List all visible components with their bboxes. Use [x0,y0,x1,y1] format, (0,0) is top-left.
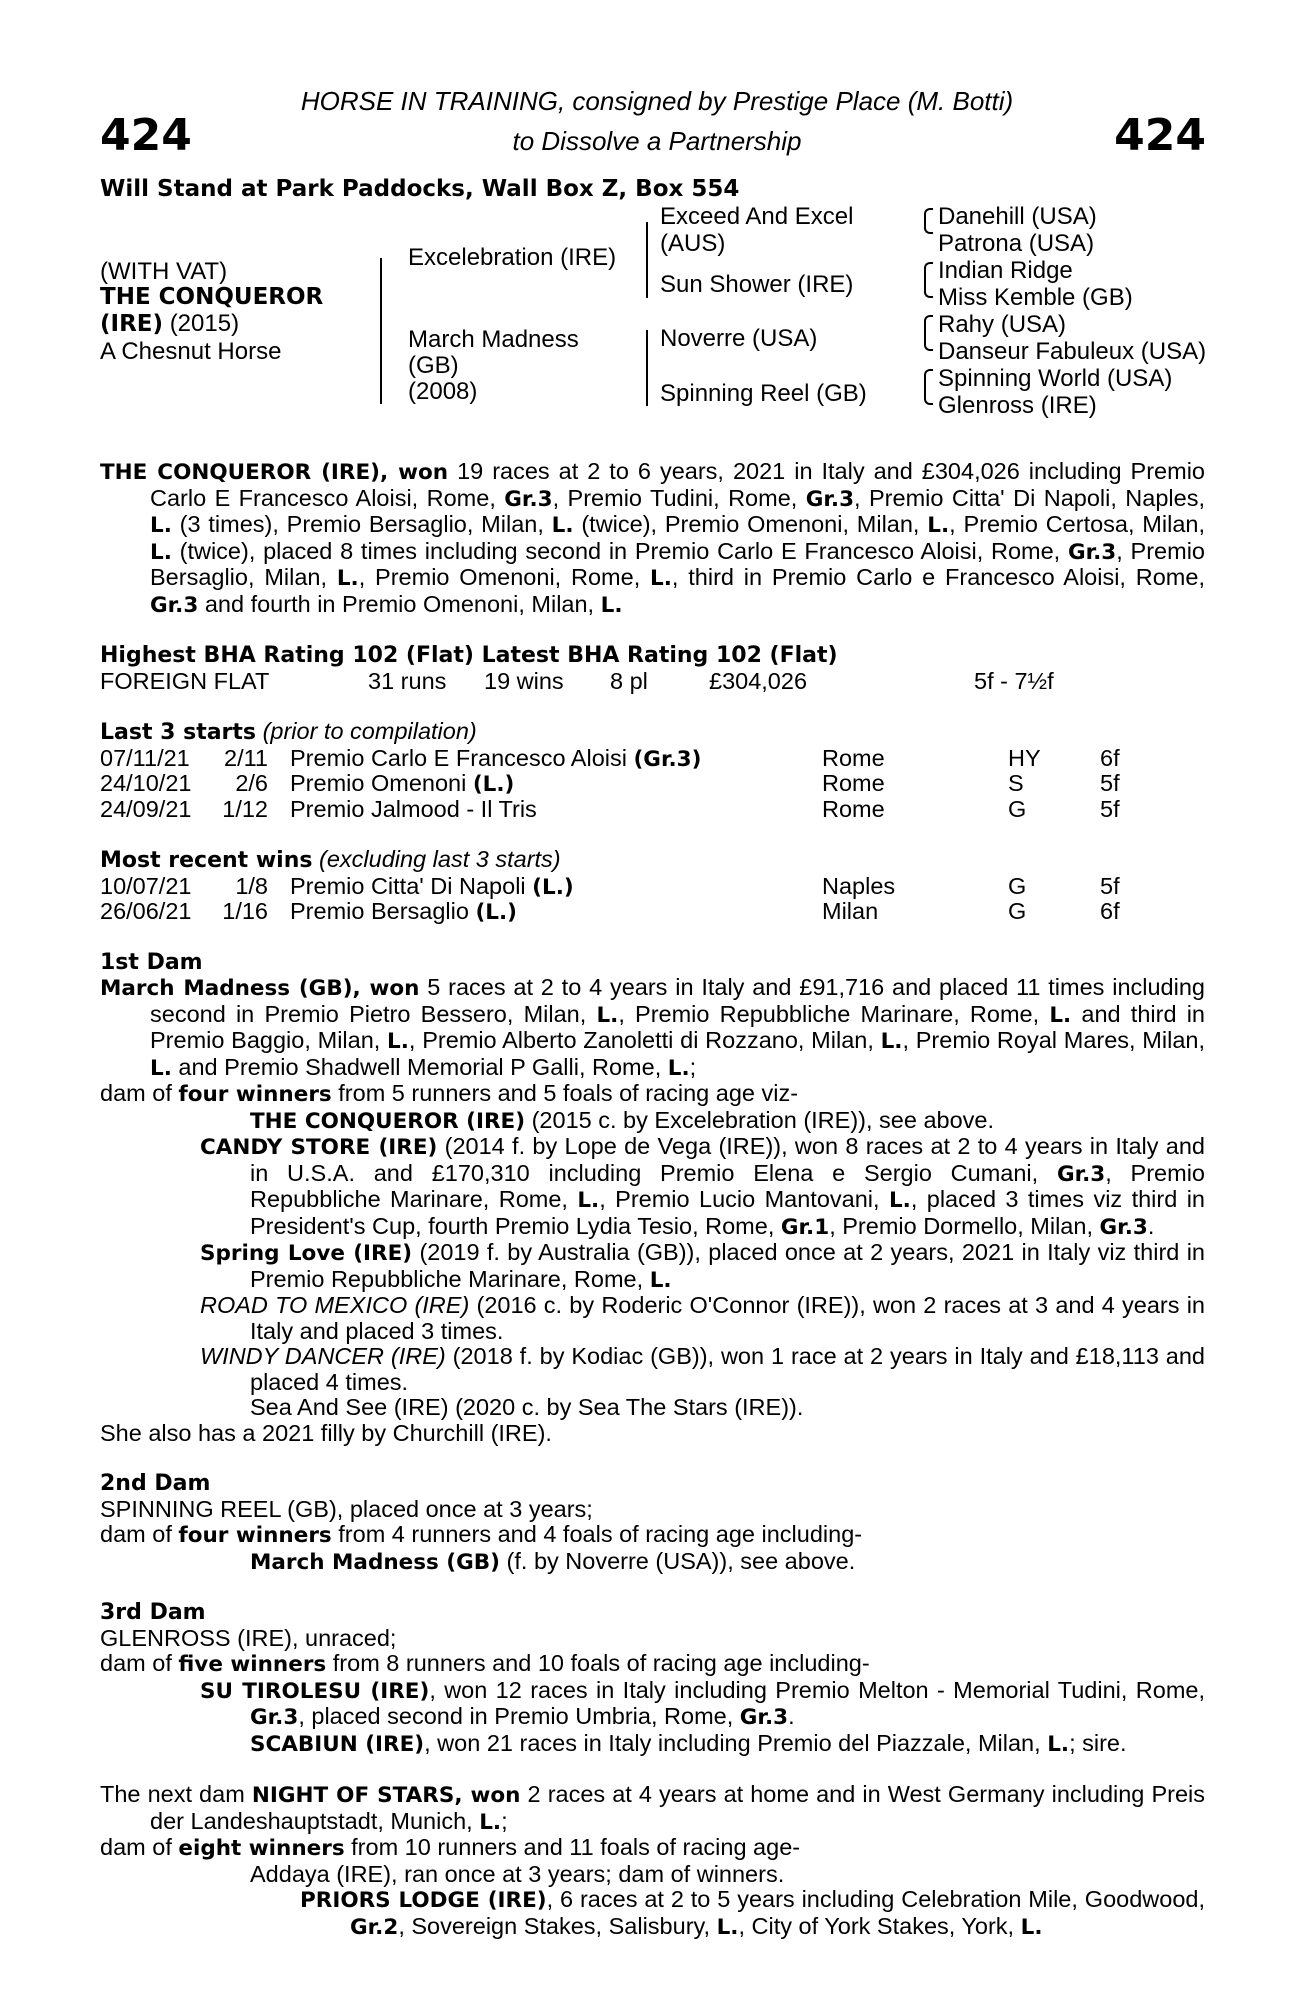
grade-label: L. [387,1029,409,1054]
race-distance: 6f [1100,898,1120,924]
race-row [100,899,1205,925]
race-name-cell [290,797,537,824]
race-date: 07/11/21 [100,744,190,771]
produce-item [100,1293,1205,1344]
dam-of-text: from 10 runners and 11 foals of racing age- [344,1834,801,1860]
grade-label: L. [927,513,950,538]
dam3-produce-line [100,1651,1205,1678]
race-course: Milan [822,898,879,924]
horse-country: (IRE) [100,311,164,337]
produce-text: , won 12 races in Italy including Premio Melton - Memorial Tudini, Rome, [429,1676,1205,1703]
produce-text: (2019 f. by Australia (GB)), placed once at 2 years, 2021 in Italy viz third in Premio Repubbliche Marinare, Rome, [250,1239,1205,1292]
dam1-record [100,975,1205,1081]
dam3-record: GLENROSS (IRE), unraced; [100,1624,397,1651]
grade-label: Gr.3 [1067,539,1117,565]
dam-text: , Premio Royal Mares, Milan, [902,1027,1205,1053]
next-dam-produce-line [100,1835,1205,1862]
race-date: 10/07/21 [100,872,192,899]
dam1-heading: 1st Dam [100,949,203,975]
race-grade: (L.) [472,772,515,797]
produce-name: March Madness (GB) [250,1549,500,1575]
grade-label: L. [479,1809,502,1835]
pedigree-g5: Rahy (USA) [938,311,1067,338]
dam-text: , Premio Alberto Zanoletti di Rozzano, Milan, [408,1027,881,1053]
grade-label: Gr.3 [805,486,855,512]
grade-label: L. [150,513,172,538]
summary-text: , Premio Citta' Di Napoli, Naples, [854,484,1205,511]
race-name: Premio Jalmood - Il Tris [290,795,537,822]
dam-text: and Premio Shadwell Memorial P Galli, Rome, [171,1053,668,1080]
produce-item [100,1108,1205,1135]
race-course: Rome [822,770,885,796]
produce-name: Spring Love (IRE) [200,1241,413,1266]
dam-text: , Premio Repubbliche Marinare, Rome, [618,1000,1050,1027]
grade-label: L. [150,539,172,565]
next-dam-comma: , [454,1783,471,1808]
dam-of-text: from 5 runners and 5 foals of racing age viz- [331,1080,799,1106]
winners-count: four winners [178,1082,332,1107]
race-row [100,771,1205,797]
grade-label: L. [649,1267,672,1293]
produce-text: , won 21 races in Italy including Premio del Piazzale, Milan, [424,1729,1048,1756]
produce-text: , Premio Lucio Mantovani, [599,1186,889,1212]
race-name-cell [290,771,514,798]
race-going: G [1008,898,1027,924]
rating-wins: 19 wins [484,667,564,694]
pedigree-g7: Spinning World (USA) [938,365,1173,392]
dam-text: ; [689,1053,697,1080]
produce-text: (2016 c. by Roderic O'Connor (IRE)), won 2 races at 3 and 4 years in Italy and placed 3 times. [250,1292,1205,1344]
produce-item: Sea And See (IRE) (2020 c. by Sea The Stars (IRE)). [250,1394,804,1420]
grade-label: L. [1020,1914,1043,1940]
grade-label: L. [650,566,672,591]
race-date: 26/06/21 [100,898,192,924]
race-course: Naples [822,872,896,899]
dam-of: dam of [100,1080,179,1106]
summary-text: and fourth in Premio Omenoni, Milan, [198,590,601,617]
race-position: 1/8 [235,872,268,899]
race-name-cell [290,874,574,901]
produce-name: ROAD TO MEXICO (IRE) [200,1292,470,1318]
race-name-cell [290,899,517,926]
race-course: Rome [822,795,885,822]
produce-item [100,1887,1205,1940]
grade-label: Gr.1 [780,1214,830,1240]
lot-number-right: 424 [1114,110,1206,161]
race-position: 1/16 [222,898,268,924]
summary-text: (twice), Premio Omenoni, Milan, [573,511,928,537]
pedigree-g1: Danehill (USA) [938,203,1097,230]
race-name: Premio Carlo E Francesco Aloisi [290,744,634,771]
grade-label: L. [716,1914,739,1940]
race-name: Premio Citta' Di Napoli [290,872,533,899]
race-row [100,746,1205,772]
summary-text: , Premio Tudini, Rome, [552,484,806,511]
produce-text: (2014 f. by Lope de Vega (IRE)), won 8 races at 2 to 4 years in Italy and in U.S.A. and £170,310 including Premio Elena e Sergio Cumani, [250,1133,1205,1186]
foreign-flat-row [100,669,1205,695]
next-dam-record [100,1782,1205,1835]
grade-label: Gr.3 [1056,1161,1106,1187]
race-position: 2/11 [224,744,268,771]
rating-heading: Highest BHA Rating 102 (Flat) Latest BHA Rating 102 (Flat) [100,643,838,668]
stand-location: Will Stand at Park Paddocks, Wall Box Z, Box 554 [100,176,740,202]
lot-number-left: 424 [100,110,192,161]
produce-item [100,1731,1205,1758]
grade-label: Gr.2 [350,1914,399,1940]
catalogue-body [100,459,1205,1940]
winners-count: four winners [178,1523,332,1548]
dam-of: dam of [100,1834,179,1860]
rating-placed: 8 pl [610,667,648,694]
dam2-record: SPINNING REEL (GB), placed once at 3 years; [100,1495,593,1522]
grade-label: L. [888,1188,911,1213]
dam2-heading: 2nd Dam [100,1471,211,1496]
summary-horse-name: THE CONQUEROR (IRE) [100,460,380,485]
pedigree-g8: Glenross (IRE) [938,392,1097,419]
race-name: Premio Bersaglio [290,898,476,924]
summary-text: , Premio Omenoni, Rome, [358,564,651,590]
dam-of-text: from 4 runners and 4 foals of racing age including- [331,1521,863,1547]
produce-name: PRIORS LODGE (IRE) [300,1888,547,1913]
brace-g78 [924,369,933,405]
produce-text: , placed 3 times viz third in President's Cup, fourth Premio Lydia Tesio, Rome, [250,1186,1205,1239]
pedigree-dam-1: March Madness [408,326,579,353]
pedigree-dam-dam: Spinning Reel (GB) [660,380,867,407]
grade-label: Gr.3 [150,592,199,618]
race-distance: 6f [1100,744,1120,771]
brace-g34 [924,262,933,298]
race-name: Premio Omenoni [290,770,473,796]
horse-name: THE CONQUEROR [100,284,324,310]
pedigree-sire-dam: Sun Shower (IRE) [660,271,854,298]
pedigree-brace-dam [646,330,648,406]
produce-item [100,1549,1205,1576]
horse-description: A Chesnut Horse [100,338,282,365]
produce-text: , Premio Dormello, Milan, [829,1212,1100,1239]
dam-comma: , [352,976,370,1001]
rating-distance: 5f - 7½f [974,667,1054,694]
grade-label: L. [880,1029,903,1054]
race-summary [100,459,1205,618]
race-position: 2/6 [235,770,268,796]
pedigree-brace-sire [646,222,648,298]
dam-won: won [369,976,420,1001]
race-distance: 5f [1100,872,1120,899]
grade-label: L. [150,1055,172,1081]
race-name-cell [290,746,701,773]
dam1-also: She also has a 2021 filly by Churchill (IRE). [100,1419,552,1446]
grade-label: L. [551,513,574,538]
race-grade: (Gr.3) [633,746,702,772]
dam-name: March Madness (GB) [100,976,353,1001]
produce-text: , City of York Stakes, York, [738,1912,1021,1939]
summary-text: , third in Premio Carlo e Francesco Aloisi, Rome, [671,564,1205,590]
next-dam-text: ; [501,1807,508,1834]
recent-wins-table [100,874,1205,925]
dam-of-text: from 8 runners and 10 foals of racing age including- [326,1650,870,1676]
recent-title: Most recent wins [100,848,313,873]
produce-name: WINDY DANCER (IRE) [200,1343,446,1369]
race-course: Rome [822,744,885,771]
dam-text: and third in Premio Baggio, Milan, [150,1000,1205,1053]
produce-text: (2015 c. by Excelebration (IRE)), see above. [525,1106,994,1133]
recent-heading [100,847,1205,874]
pedigree-g3: Indian Ridge [938,257,1073,284]
dam-of: dam of [100,1521,179,1547]
dam-text: 5 races at 2 to 4 years in Italy and £91,716 and placed 11 times including second in Premio Pietro Bessero, Milan, [150,974,1205,1027]
summary-comma: , [380,460,399,485]
produce-text: ; sire. [1069,1729,1127,1756]
last3-note: (prior to compilation) [262,718,477,744]
race-row [100,874,1205,900]
pedigree-dam-3: (2008) [408,378,478,405]
produce-name: CANDY STORE (IRE) [200,1135,438,1160]
pedigree-sire-sire-1: Exceed And Excel [660,203,854,230]
rating-label: FOREIGN FLAT [100,667,270,694]
dam-of: dam of [100,1650,179,1676]
race-row [100,797,1205,823]
grade-label: Gr.3 [250,1705,299,1730]
produce-item [100,1678,1205,1731]
pedigree-g2: Patrona (USA) [938,230,1095,257]
pedigree-g6: Danseur Fabuleux (USA) [938,338,1207,365]
race-going: G [1008,872,1027,899]
race-grade: (L.) [475,900,517,925]
produce-text: (2018 f. by Kodiac (GB)), won 1 race at 2 years in Italy and £18,113 and placed 4 times. [250,1343,1205,1395]
produce-item [100,1134,1205,1240]
dam1-produce-line [100,1081,1205,1108]
race-grade: (L.) [532,874,574,900]
sale-reason-line: to Dissolve a Partnership [512,126,802,156]
pedigree-g4: Miss Kemble (GB) [938,284,1133,311]
produce-text: . [788,1703,795,1729]
last3-title: Last 3 starts [100,720,257,745]
next-dam-won: won [470,1783,521,1808]
grade-label: L. [667,1055,690,1081]
next-dam-text: 2 races at 4 years at home and in West Germany including Preis der Landeshauptstadt, Munich, [150,1781,1205,1834]
last3-table [100,746,1205,823]
produce-item: Addaya (IRE), ran once at 3 years; dam of winners. [250,1860,785,1887]
summary-text: 19 races at 2 to 6 years, 2021 in Italy and £304,026 including Premio Carlo E Francesco Aloisi, Rome, [150,458,1205,511]
summary-text: (twice), placed 8 times including second in Premio Carlo E Francesco Aloisi, Rome, [171,537,1068,564]
grade-label: Gr.3 [1099,1214,1148,1240]
race-distance: 5f [1100,795,1120,822]
produce-name: SU TIROLESU (IRE) [200,1678,430,1704]
race-date: 24/10/21 [100,770,192,796]
pedigree-dam-sire: Noverre (USA) [660,325,818,352]
race-going: HY [1008,744,1041,771]
produce-item [100,1344,1205,1395]
produce-name: SCABIUN (IRE) [250,1731,425,1757]
winners-count: five winners [178,1652,327,1677]
dam2-produce-line [100,1522,1205,1549]
summary-won: won [398,460,449,485]
vat-note: (WITH VAT) [100,258,228,285]
race-going: G [1008,795,1027,822]
brace-g56 [924,315,933,351]
next-dam-name: NIGHT OF STARS [251,1783,455,1808]
pedigree-brace-main [380,258,382,404]
grade-label: L. [1049,1002,1072,1028]
grade-label: L. [596,1002,619,1028]
race-going: S [1008,770,1024,796]
rating-earnings: £304,026 [709,667,808,694]
pedigree-dam-2: (GB) [408,352,459,379]
horse-year: (2015) [169,310,240,337]
summary-text: , Premio Certosa, Milan, [949,511,1205,537]
grade-label: Gr.3 [504,486,553,512]
produce-text: , 6 races at 2 to 5 years including Celebration Mile, Goodwood, [546,1886,1205,1912]
pedigree-sire: Excelebration (IRE) [408,244,617,271]
recent-note: (excluding last 3 starts) [319,846,561,872]
summary-text: (3 times), Premio Bersaglio, Milan, [171,511,552,537]
grade-label: L. [1047,1731,1070,1757]
horse-name-suffix-year [100,311,239,337]
grade-label: Gr.3 [739,1705,789,1730]
grade-label: L. [600,592,623,618]
grade-label: L. [336,566,359,591]
race-distance: 5f [1100,770,1120,796]
produce-text: . [1147,1212,1155,1239]
grade-label: L. [577,1188,600,1213]
dam3-heading: 3rd Dam [100,1600,206,1625]
produce-text: , placed second in Premio Umbria, Rome, [298,1703,740,1729]
produce-text: , Sovereign Stakes, Salisbury, [398,1912,717,1939]
produce-text: , Premio Repubbliche Marinare, Rome, [250,1159,1205,1212]
pedigree-sire-sire-2: (AUS) [660,230,726,257]
produce-item [100,1240,1205,1293]
produce-text: (f. by Noverre (USA)), see above. [500,1547,856,1574]
next-dam-intro: The next dam [100,1781,252,1807]
summary-text: , Premio Bersaglio, Milan, [150,537,1205,590]
last3-heading [100,719,1205,746]
winners-count: eight winners [178,1836,345,1861]
rating-runs: 31 runs [368,667,447,694]
brace-g12 [924,208,933,234]
race-position: 1/12 [222,795,268,822]
consignor-line: HORSE IN TRAINING, consigned by Prestige Place (M. Botti) [300,86,1014,116]
produce-name: THE CONQUEROR (IRE) [250,1108,526,1134]
race-date: 24/09/21 [100,795,192,822]
